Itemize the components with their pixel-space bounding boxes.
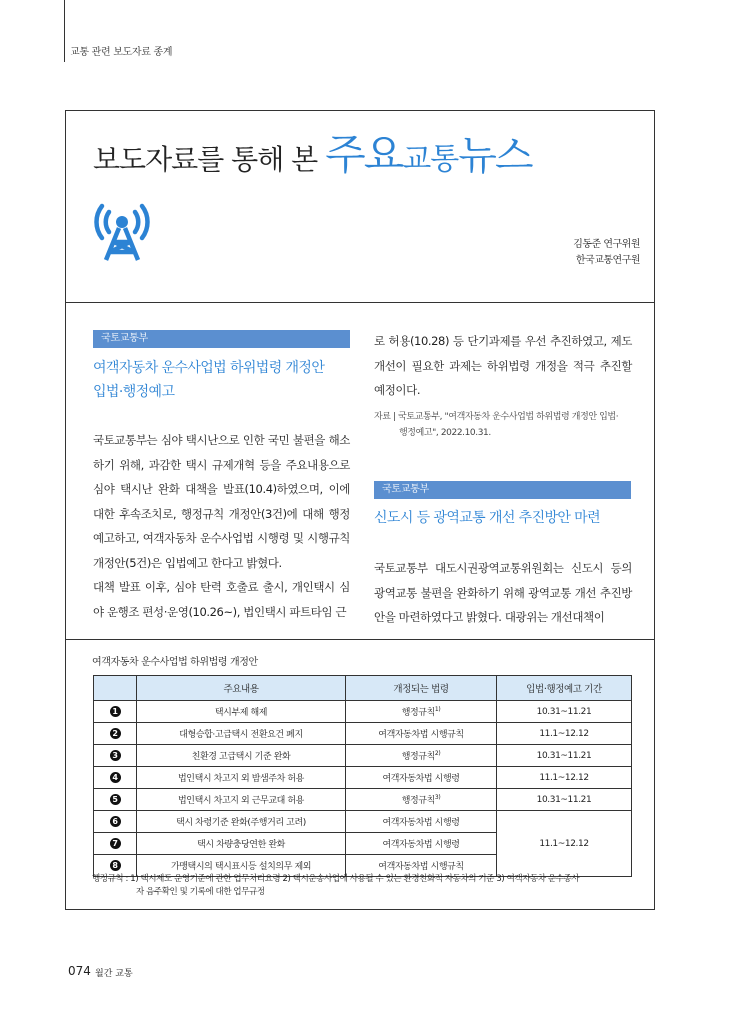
- article2-tag: 국토교통부: [374, 481, 631, 499]
- amendment-table: [93, 675, 632, 877]
- row-content: 택시 차령기준 완화(주행거리 고려): [137, 811, 346, 833]
- page-number: 074: [68, 964, 91, 978]
- row-law: 여객자동차법 시행령: [346, 811, 497, 833]
- source-line1: 자료 | 국토교통부, "여객자동차 운수사업법 하위법령 개정안 입법·: [374, 412, 619, 422]
- row-number: 5: [110, 794, 121, 805]
- table-row: [94, 723, 632, 745]
- article2-body: [374, 556, 632, 630]
- row-law: 여객자동차법 시행령: [346, 767, 497, 789]
- row-number: 3: [110, 750, 121, 761]
- row-content: 택시 차량충당연한 완화: [137, 833, 346, 855]
- table-header-law: 개정되는 법령: [346, 676, 497, 701]
- article1-body: [93, 428, 350, 624]
- row-number: 6: [110, 816, 121, 827]
- table-row: [94, 789, 632, 811]
- row-period: 10.31~11.21: [497, 745, 632, 767]
- table-header-num: [94, 676, 137, 701]
- section-label: 교통 관련 보도자료 종계: [70, 47, 173, 58]
- table-header-content: 주요내용: [137, 676, 346, 701]
- row-law: 여객자동차법 시행규칙: [346, 855, 497, 877]
- row-content: 법인택시 차고지 외 근무교대 허용: [137, 789, 346, 811]
- article1-headline-line2: 입법·행정예고: [93, 384, 175, 400]
- table-rule: [65, 639, 655, 640]
- row-period: 11.1~12.12: [497, 723, 632, 745]
- footnote-line1: 행정규칙 : 1) 택시제도 운영기준에 관한 업무처리요령 2) 택시운송사업에 사용될 수 있는 환경친화적 자동차의 기준 3) 여객자동차 운수종사: [92, 874, 580, 884]
- author-block: [573, 237, 640, 269]
- article1-para1: 국토교통부는 심야 택시난으로 인한 국민 불편을 해소하기 위해, 과감한 택시 규제개혁 등을 주요내용으로 심야 택시난 완화 대책을 발표(10.4)하였으며, 이에 대한 후속조치로, 행정규칙 개정안(3건)에 대해 행정예고하고, 여객자동차 운수사업법 시행령 및 시행규칙 개정안(5건)은 입법예고 한다고 밝혔다.: [93, 433, 350, 570]
- row-content: 대형승합·고급택시 전환요건 폐지: [137, 723, 346, 745]
- header-rule: [65, 302, 655, 303]
- article1-headline: [93, 356, 350, 404]
- table-row: [94, 767, 632, 789]
- table-header-period: 입법·행정예고 기간: [497, 676, 632, 701]
- table-footnote: [92, 873, 637, 899]
- title-part1: 보도자료를 통해 본: [93, 143, 326, 176]
- title-part4: 뉴스: [458, 133, 532, 179]
- row-number: 7: [110, 838, 121, 849]
- article2-para: 국토교통부 대도시권광역교통위원회는 신도시 등의 광역교통 불편을 완화하기 위해 광역교통 개선 추진방안을 마련하였다고 밝혔다. 대광위는 개선대책이: [374, 561, 632, 624]
- row-content: 가맹택시의 택시표시등 설치의무 제외: [137, 855, 346, 877]
- row-number: 2: [110, 728, 121, 739]
- author-name: 김동준 연구위원: [573, 239, 640, 250]
- row-law: 행정규칙$^{1)}$: [346, 701, 497, 723]
- table-row: [94, 701, 632, 723]
- article1-para2: 대책 발표 이후, 심야 탄력 호출료 출시, 개인택시 심야 운행조 편성·운영(10.26~), 법인택시 파트타임 근: [93, 580, 350, 619]
- footnote-line2: 자 음주확인 및 기록에 대한 업무규정: [136, 887, 265, 897]
- row-law: 여객자동차법 시행령: [346, 833, 497, 855]
- article2-headline: 신도시 등 광역교통 개선 추진방안 마련: [374, 510, 601, 526]
- magazine-name: 월간 교통: [95, 969, 133, 979]
- row-number: 4: [110, 772, 121, 783]
- row-content: 택시부제 해제: [137, 701, 346, 723]
- table-header-row: [94, 676, 632, 701]
- row-law: 행정규칙$^{2)}$: [346, 745, 497, 767]
- article1-body-cont: [374, 329, 632, 403]
- row-period-merged: 11.1~12.12: [497, 811, 632, 877]
- table-row: [94, 745, 632, 767]
- row-content: 법인택시 차고지 외 밤샘주차 허용: [137, 767, 346, 789]
- title-part2: 주요: [325, 130, 403, 179]
- antenna-icon: [88, 200, 156, 264]
- table-title: 여객자동차 운수사업법 하위법령 개정안: [92, 657, 258, 668]
- article1-headline-line1: 여객자동차 운수사업법 하위법령 개정안: [93, 360, 325, 376]
- row-law: 행정규칙$^{3)}$: [346, 789, 497, 811]
- row-content: 친환경 고급택시 기준 완화: [137, 745, 346, 767]
- header-divider: [64, 0, 65, 62]
- article1-para3: 로 허용(10.28) 등 단기과제를 우선 추진하였고, 제도 개선이 필요한 과제는 하위법령 개정을 적극 추진할 예정이다.: [374, 334, 632, 397]
- article1-source: [374, 409, 634, 441]
- article1-tag: 국토교통부: [93, 330, 350, 348]
- row-period: 10.31~11.21: [497, 701, 632, 723]
- source-line2: 행정예고", 2022.10.31.: [399, 428, 491, 438]
- row-law: 여객자동차법 시행규칙: [346, 723, 497, 745]
- row-number: 8: [110, 860, 121, 871]
- author-org: 한국교통연구원: [575, 255, 640, 266]
- row-period: 10.31~11.21: [497, 789, 632, 811]
- table-row: [94, 811, 632, 833]
- row-number: 1: [110, 706, 121, 717]
- row-period: 11.1~12.12: [497, 767, 632, 789]
- title-part3: 교통: [402, 142, 459, 177]
- page-title: [93, 122, 532, 192]
